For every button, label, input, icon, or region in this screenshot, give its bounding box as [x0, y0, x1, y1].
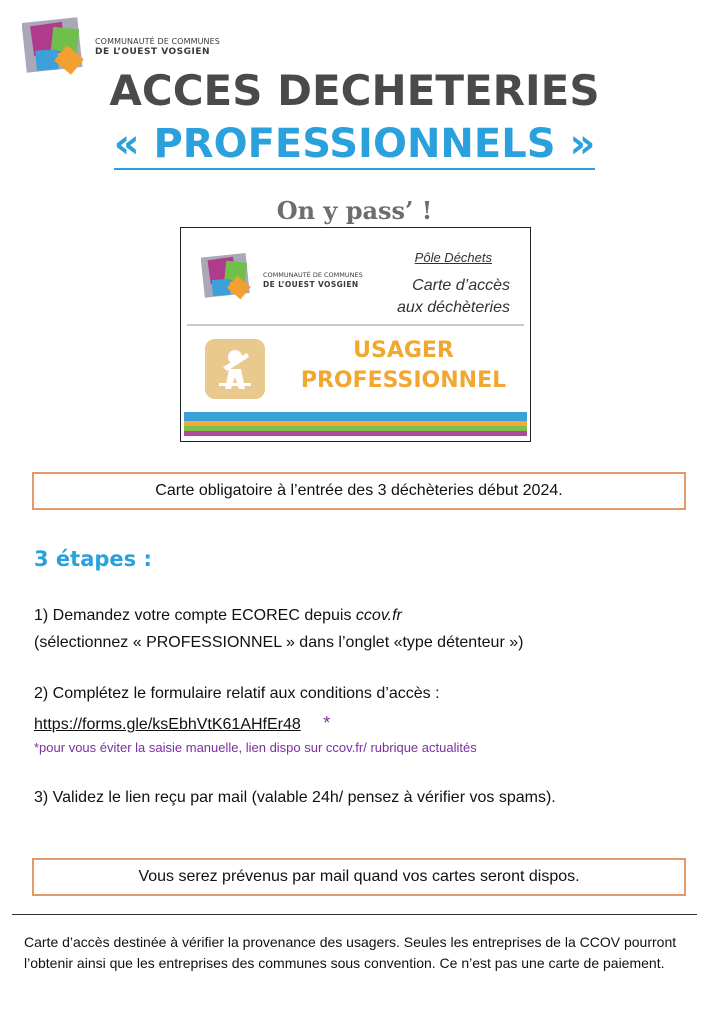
page-subtitle [0, 121, 709, 167]
step3-text: 3) Validez le lien reçu par mail (valable 24h/ pensez à vérifier vos spams). [34, 789, 556, 806]
card-logo-text [263, 271, 363, 289]
step1-text: 1) Demandez votre compte ECOREC depuis [34, 607, 356, 624]
card-pole: Pôle Déchets [414, 250, 492, 265]
logo-line2: DE L’OUEST VOSGIEN [95, 47, 211, 57]
card-description [370, 275, 510, 319]
card-usager-line2: PROFESSIONNEL [300, 368, 507, 393]
logo-text [95, 36, 220, 58]
step2-star: * [323, 713, 331, 733]
card-desc-line2: aux déchèteries [397, 299, 510, 316]
access-card-image [180, 227, 531, 442]
footer-divider [12, 914, 697, 915]
page-subtitle-text: « PROFESSIONNELS » [114, 121, 596, 170]
step1 [34, 607, 402, 625]
page-title: ACCES DECHETERIES [109, 66, 600, 115]
step1-site: ccov.fr [355, 607, 402, 624]
card-desc-line1: Carte d’accès [412, 277, 510, 294]
notice-mandatory-card: Carte obligatoire à l’entrée des 3 déchèteries début 2024. [32, 472, 686, 510]
card-usager-label [291, 336, 516, 396]
step2-note: *pour vous éviter la saisie manuelle, lien dispo sur ccov.fr/ rubrique actualités [34, 740, 477, 755]
card-stripe-blue [184, 412, 527, 421]
step2-link-row [34, 713, 330, 734]
card-stripe-purple [184, 431, 527, 436]
card-divider [187, 324, 524, 326]
steps-title: 3 étapes : [34, 547, 152, 571]
card-usager-line1: USAGER [353, 338, 454, 363]
logo-line1: COMMUNAUTÉ DE COMMUNES [95, 37, 220, 46]
footer-text: Carte d’accès destinée à vérifier la provenance des usagers. Seules les entreprises de la CCOV pourront l’obtenir ainsi que les entreprises des communes sous convention. Ce n’est pas une carte de paiement. [24, 934, 677, 971]
notice-email: Vous serez prévenus par mail quand vos cartes seront dispos. [32, 858, 686, 896]
card-logo-line1: COMMUNAUTÉ DE COMMUNES [263, 271, 363, 279]
form-link[interactable]: https://forms.gle/ksEbhVtK61AHfEr48 [34, 716, 301, 733]
step1-detail: (sélectionnez « PROFESSIONNEL » dans l’onglet «type détenteur ») [34, 634, 524, 651]
card-logo-line2: DE L’OUEST VOSGIEN [263, 280, 359, 289]
tagline: On y pass’ ! [276, 196, 433, 225]
card-ccov-logo-icon [201, 250, 259, 304]
professional-worker-icon [205, 339, 265, 399]
step2-text: 2) Complétez le formulaire relatif aux conditions d’accès : [34, 685, 440, 702]
